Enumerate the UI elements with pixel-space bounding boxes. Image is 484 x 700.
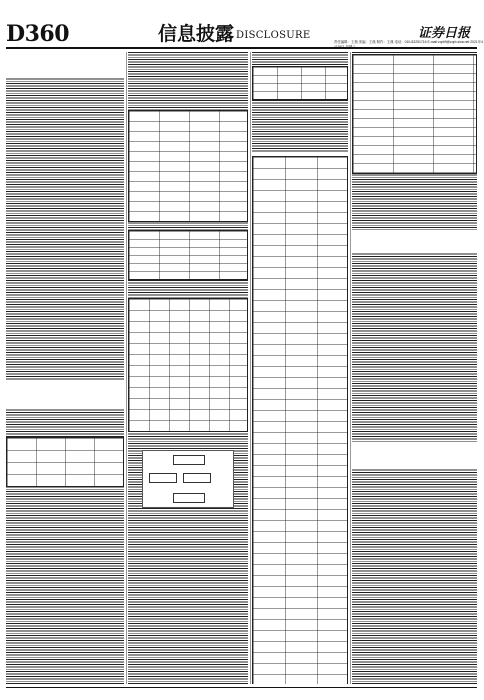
- editor-info-line: 责任编辑：王典 美编：王典 制作：王典 电话：010-83251716 E-mail:zqrb9@zqrb.sina.net 2021年4: [334, 40, 484, 44]
- financial-table-1: [128, 110, 248, 222]
- shareholder-table: [128, 298, 248, 432]
- column-4: [352, 52, 477, 684]
- diagram-node: [183, 473, 211, 483]
- financial-table-2: [128, 230, 248, 280]
- diagram-node: [149, 473, 177, 483]
- footer-rule: [6, 687, 477, 688]
- column-1: [6, 52, 124, 684]
- column-divider: [250, 52, 251, 684]
- ownership-diagram: [142, 450, 234, 508]
- announcement-heading-3: [352, 230, 477, 252]
- diagram-node: [173, 493, 205, 503]
- announcement-heading-4: [352, 442, 477, 468]
- masthead-rule: [6, 47, 477, 49]
- diagram-node: [173, 455, 205, 465]
- indicator-table: [252, 66, 348, 100]
- announcement-heading-2: [6, 380, 124, 408]
- column-divider: [350, 52, 351, 684]
- summary-table: [6, 437, 124, 487]
- detail-table: [252, 156, 348, 684]
- page-number: D360: [6, 21, 70, 47]
- body-text: [6, 52, 124, 684]
- data-table: [352, 54, 477, 174]
- announcement-heading-1: [6, 52, 124, 78]
- column-divider: [126, 52, 127, 684]
- newspaper-logo: 证券日报: [418, 26, 471, 41]
- column-3: [252, 52, 348, 684]
- column-2: [128, 52, 248, 684]
- section-title: 信息披露: [158, 23, 235, 45]
- section-title-english: DISCLOSURE: [236, 30, 311, 41]
